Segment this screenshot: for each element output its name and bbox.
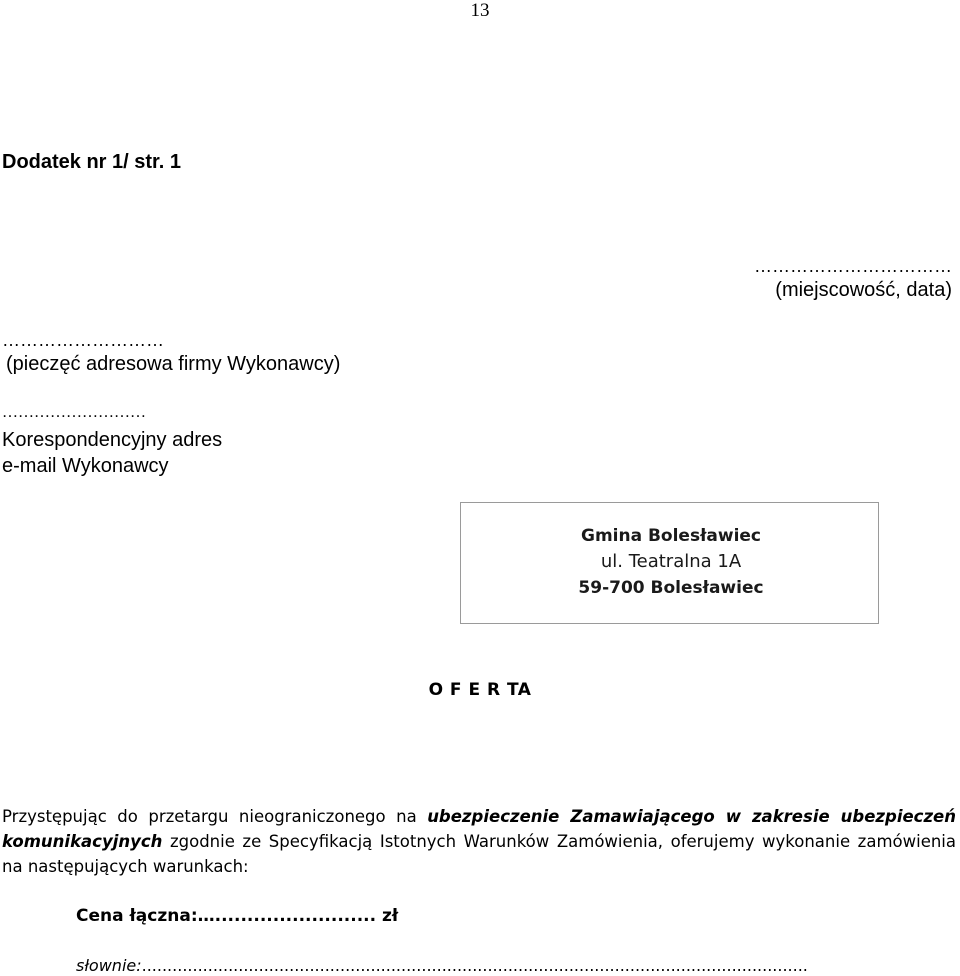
intro-text-start: Przystępując do przetargu nieograniczonego na: [2, 807, 428, 826]
contact-dots: ………………………: [2, 404, 146, 421]
recipient-name: Gmina Bolesławiec: [580, 526, 762, 546]
price-in-words-label: słownie:: [76, 956, 142, 975]
contact-address-label: Korespondencyjny adres: [2, 429, 223, 451]
stamp-caption: (pieczęć adresowa firmy Wykonawcy): [6, 353, 341, 375]
page-number: 13: [470, 0, 490, 21]
place-date-caption: (miejscowość, data): [775, 279, 952, 301]
offer-title: O F E R TA: [428, 680, 532, 700]
recipient-city: 59-700 Bolesławiec: [578, 578, 764, 598]
total-price-line: Cena łączna:…......................... zł: [76, 906, 399, 926]
intro-emphasis: ubezpieczenie Zamawiającego w zakresie ubezpieczeń komunikacyjnych: [2, 807, 956, 851]
contact-email-label: e-mail Wykonawcy: [2, 455, 169, 477]
recipient-box: [460, 502, 879, 624]
place-date-dots: ……………………………: [754, 256, 952, 276]
price-in-words-dots: ...................................................................................................................................: [141, 956, 808, 975]
stamp-dots: ………………………: [2, 330, 164, 350]
price-in-words-line: [76, 956, 808, 975]
intro-text-end: zgodnie ze Specyfikacją Istotnych Warunków Zamówienia, oferujemy wykonanie zamówienia na następujących warunkach:: [2, 832, 956, 876]
intro-paragraph: [2, 804, 956, 879]
annex-label: Dodatek nr 1/ str. 1: [2, 151, 181, 173]
recipient-street: ul. Teatralna 1A: [600, 551, 742, 572]
